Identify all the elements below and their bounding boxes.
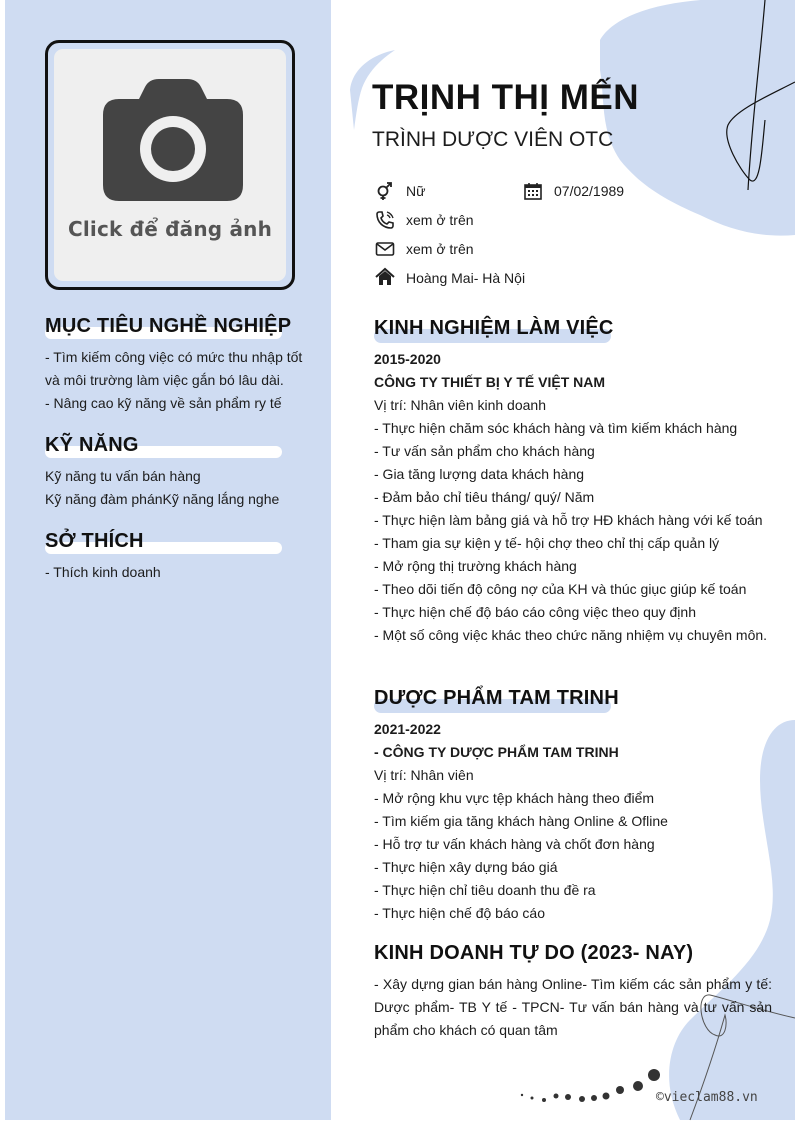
- birthdate-value: 07/02/1989: [554, 183, 625, 199]
- camera-icon: [103, 79, 243, 203]
- experience-task: - Tham gia sự kiện y tế- hội chợ theo chỉ thị cấp quản lý: [374, 535, 720, 551]
- experience-company: CÔNG TY THIẾT BỊ Y TẾ VIỆT NAM: [374, 374, 606, 390]
- experience-task: - Theo dõi tiến độ công nợ của KH và thúc giục giúp kế toán: [374, 581, 747, 597]
- experience-task: - Mở rộng thị trường khách hàng: [374, 558, 577, 574]
- experience-period: 2015-2020: [374, 351, 441, 367]
- hobbies-line: - Thích kinh doanh: [45, 564, 161, 580]
- experience-task: - Một số công việc khác theo chức năng nhiệm vụ chuyên môn.: [374, 627, 768, 643]
- objective-line: và môi trường làm việc gắn bó lâu dài.: [45, 372, 284, 388]
- experience-task: - Thực hiện chế độ báo cáo công việc theo quy định: [374, 604, 696, 620]
- pharma-task: - Mở rộng khu vực tệp khách hàng theo điểm: [374, 790, 655, 806]
- pharma-task: - Thực hiện chế độ báo cáo: [374, 905, 546, 921]
- calendar-icon: [523, 181, 543, 201]
- freelance-title: KINH DOANH TỰ DO (2023- NAY): [374, 942, 694, 964]
- photo-placeholder[interactable]: [54, 49, 286, 281]
- watermark: ©vieclam88.vn: [656, 1090, 758, 1105]
- objective-line: - Nâng cao kỹ năng về sản phẩm ry tế: [45, 395, 282, 411]
- photo-upload[interactable]: [45, 40, 295, 290]
- hobbies-title: SỞ THÍCH: [45, 530, 144, 552]
- experience-task: - Tư vấn sản phẩm cho khách hàng: [374, 443, 595, 459]
- home-icon: [375, 267, 395, 287]
- candidate-role: TRÌNH DƯỢC VIÊN OTC: [372, 128, 614, 151]
- skills-title: KỸ NĂNG: [45, 434, 139, 456]
- email-icon: [375, 239, 395, 259]
- pharma-task: - Hỗ trợ tư vấn khách hàng và chốt đơn hàng: [374, 836, 655, 852]
- gender-icon: [375, 181, 395, 201]
- pharma-company: - CÔNG TY DƯỢC PHẨM TAM TRINH: [374, 744, 619, 760]
- pharma-task: - Thực hiện chỉ tiêu doanh thu đề ra: [374, 882, 596, 898]
- gender-value: Nữ: [406, 183, 426, 199]
- skills-line: Kỹ năng đàm phánKỹ năng lắng nghe: [45, 491, 280, 507]
- skills-line: Kỹ năng tu vấn bán hàng: [45, 468, 201, 484]
- experience-position: Vị trí: Nhân viên kinh doanh: [374, 397, 546, 413]
- phone-value: xem ở trên: [406, 212, 474, 228]
- candidate-name: TRỊNH THỊ MẾN: [372, 78, 640, 117]
- objective-line: - Tìm kiếm công việc có mức thu nhập tốt: [45, 349, 303, 365]
- pharma-task: - Tìm kiếm gia tăng khách hàng Online & Ofline: [374, 813, 668, 829]
- experience-task: - Gia tăng lượng data khách hàng: [374, 466, 585, 482]
- phone-icon: [375, 210, 395, 230]
- pharma-title: DƯỢC PHẨM TAM TRINH: [374, 687, 619, 709]
- experience-task: - Thực hiện làm bảng giá và hỗ trợ HĐ khách hàng với kế toán: [374, 512, 763, 528]
- experience-title: KINH NGHIỆM LÀM VIỆC: [374, 317, 614, 339]
- email-value: xem ở trên: [406, 241, 474, 257]
- photo-upload-label: Click để đăng ảnh: [67, 217, 273, 241]
- experience-task: - Thực hiện chăm sóc khách hàng và tìm kiếm khách hàng: [374, 420, 738, 436]
- freelance-text: - Xây dựng gian bán hàng Online- Tìm kiếm các sản phẩm y tế: Dược phẩm- TB Y tế - TPCN- Tư vấn bán hàng và tư vấn sản phẩm cho khách có quan tâm: [374, 976, 772, 1038]
- pharma-position: Vị trí: Nhân viên: [374, 767, 474, 783]
- address-value: Hoàng Mai- Hà Nội: [406, 270, 526, 286]
- pharma-period: 2021-2022: [374, 721, 441, 737]
- pharma-task: - Thực hiện xây dựng báo giá: [374, 859, 558, 875]
- experience-task: - Đảm bảo chỉ tiêu tháng/ quý/ Năm: [374, 489, 595, 505]
- objective-title: MỤC TIÊU NGHỀ NGHIỆP: [45, 315, 292, 337]
